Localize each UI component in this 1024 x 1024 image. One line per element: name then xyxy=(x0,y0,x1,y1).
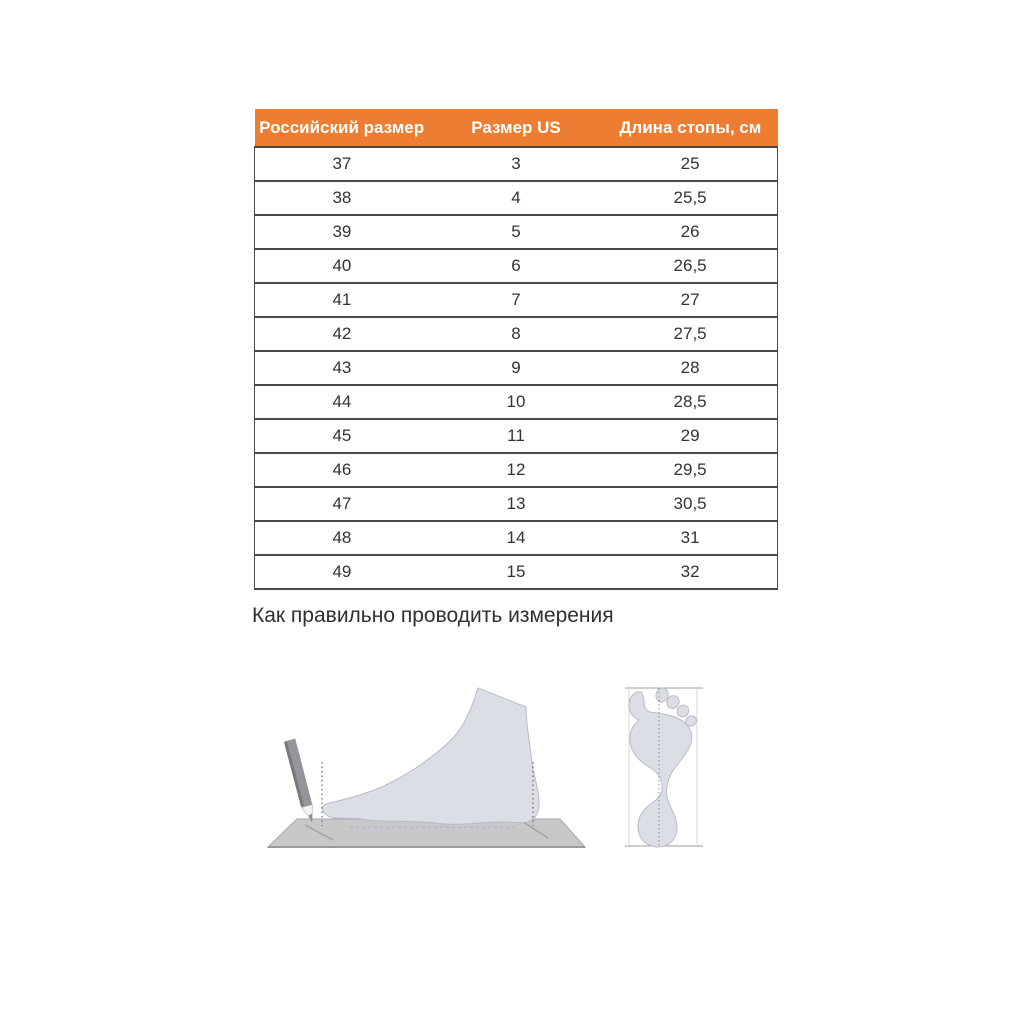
table-row xyxy=(255,555,778,589)
size-cell: 3 xyxy=(429,147,603,181)
size-cell: 6 xyxy=(429,249,603,283)
size-cell: 37 xyxy=(255,147,429,181)
size-cell: 38 xyxy=(255,181,429,215)
table-row xyxy=(255,487,778,521)
size-cell: 32 xyxy=(603,555,777,589)
size-cell: 5 xyxy=(429,215,603,249)
size-cell: 49 xyxy=(255,555,429,589)
size-cell: 25 xyxy=(603,147,777,181)
size-cell: 48 xyxy=(255,521,429,555)
size-cell: 40 xyxy=(255,249,429,283)
size-cell: 42 xyxy=(255,317,429,351)
size-cell: 14 xyxy=(429,521,603,555)
size-cell: 29 xyxy=(603,419,777,453)
footprint-icon xyxy=(629,687,698,847)
table-row xyxy=(255,385,778,419)
size-cell: 39 xyxy=(255,215,429,249)
table-row xyxy=(255,147,778,181)
size-cell: 7 xyxy=(429,283,603,317)
table-row xyxy=(255,351,778,385)
size-cell: 26 xyxy=(603,215,777,249)
size-cell: 46 xyxy=(255,453,429,487)
size-table-body xyxy=(255,147,778,589)
table-row xyxy=(255,181,778,215)
section-heading: Как правильно проводить измерения xyxy=(252,604,614,627)
size-cell: 25,5 xyxy=(603,181,777,215)
size-cell: 45 xyxy=(255,419,429,453)
table-row xyxy=(255,283,778,317)
size-table-header xyxy=(255,109,778,147)
size-cell: 15 xyxy=(429,555,603,589)
size-cell: 27 xyxy=(603,283,777,317)
table-row xyxy=(255,453,778,487)
size-table xyxy=(254,109,778,590)
size-cell: 47 xyxy=(255,487,429,521)
size-cell: 41 xyxy=(255,283,429,317)
size-cell: 31 xyxy=(603,521,777,555)
column-header-foot-length: Длина стопы, см xyxy=(603,109,777,147)
table-row xyxy=(255,249,778,283)
size-cell: 28 xyxy=(603,351,777,385)
size-cell: 4 xyxy=(429,181,603,215)
size-cell: 9 xyxy=(429,351,603,385)
size-cell: 12 xyxy=(429,453,603,487)
column-header-us-size: Размер US xyxy=(429,109,603,147)
size-cell: 27,5 xyxy=(603,317,777,351)
measurement-illustration xyxy=(250,660,720,865)
size-cell: 10 xyxy=(429,385,603,419)
size-cell: 26,5 xyxy=(603,249,777,283)
size-cell: 29,5 xyxy=(603,453,777,487)
size-cell: 8 xyxy=(429,317,603,351)
size-cell: 13 xyxy=(429,487,603,521)
table-row xyxy=(255,215,778,249)
size-cell: 11 xyxy=(429,419,603,453)
header-row xyxy=(255,109,778,147)
column-header-russian-size: Российский размер xyxy=(255,109,429,147)
size-cell: 44 xyxy=(255,385,429,419)
foot-side-icon xyxy=(323,688,540,824)
size-cell: 28,5 xyxy=(603,385,777,419)
size-cell: 30,5 xyxy=(603,487,777,521)
table-row xyxy=(255,521,778,555)
table-row xyxy=(255,317,778,351)
pencil-icon xyxy=(285,739,313,822)
size-cell: 43 xyxy=(255,351,429,385)
table-row xyxy=(255,419,778,453)
